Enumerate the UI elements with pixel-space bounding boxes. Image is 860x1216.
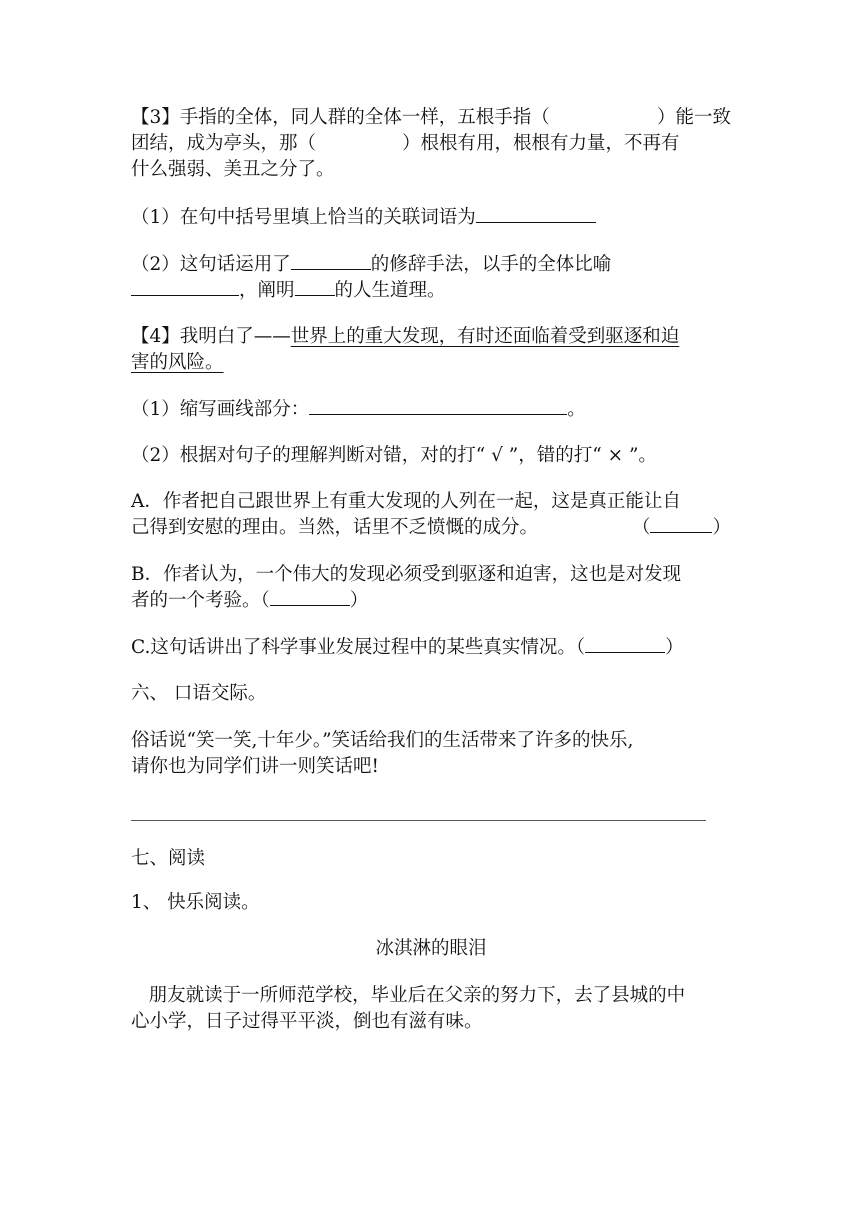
- q4-line-1: [131, 325, 731, 349]
- q3-sub-2-cont: [131, 279, 731, 303]
- reading-paragraph-line-2: 心小学，日子过得平平淡，倒也有滋有味。: [131, 1011, 483, 1032]
- q3-text-2b: ）根根有用，根根有力量，不再有: [402, 133, 680, 154]
- section-6-heading: 六、 口语交际。: [131, 683, 267, 704]
- q4-option-c: [131, 636, 731, 660]
- q3-sub-2-text-c: ，阐明: [239, 280, 295, 301]
- q4-option-a-line-1: A．作者把自己跟世界上有重大发现的人列在一起，这是真正能让自: [131, 491, 681, 512]
- section-6-text-2: 请你也为同学们讲一则笑话吧!: [131, 756, 379, 777]
- q4-option-b-answer[interactable]: [270, 589, 350, 606]
- q4-sub-1-end: 。: [567, 399, 586, 420]
- section-7-subheading: 1、 快乐阅读。: [131, 892, 260, 913]
- q4-sub-1-text: （1）缩写画线部分：: [131, 399, 310, 420]
- q3-sub-2-text-b: 的修辞手法，以手的全体比喻: [370, 254, 612, 275]
- q3-sub-2-text-a: （2）这句话运用了: [131, 254, 291, 275]
- q4-underlined-2: 害的风险。: [131, 352, 224, 373]
- q4-option-a-open: （: [631, 517, 651, 538]
- q3-line-3: 什么强弱、美丑之分了。: [131, 159, 335, 180]
- q3-sub-2-text-d: 的人生道理。: [334, 280, 446, 301]
- q4-option-c-text: C.这句话讲出了科学事业发展过程中的某些真实情况。（: [131, 637, 586, 658]
- q4-option-a-text: 己得到安慰的理由。当然，话里不乏愤慨的成分。: [131, 517, 539, 538]
- q3-sub-2-blank-3[interactable]: [295, 279, 335, 296]
- q3-text-1b: ）能一致: [656, 107, 731, 128]
- q4-option-b-line-2: [131, 589, 731, 613]
- q3-text-2a: 团结，成为亭头，那（: [131, 133, 317, 154]
- q4-option-b-text: 者的一个考验。（: [131, 590, 270, 611]
- q3-sub-1: [131, 206, 731, 230]
- q4-option-a-answer[interactable]: [650, 516, 712, 533]
- q3-text-1a: 【3】手指的全体，同人群的全体一样，五根手指（: [131, 107, 550, 128]
- section-6-text-1: 俗话说“笑一笑,十年少。”笑话给我们的生活带来了许多的快乐,: [131, 730, 634, 751]
- reading-title: 冰淇淋的眼泪: [375, 938, 487, 959]
- q4-line-2: [131, 351, 731, 375]
- section-7-heading: 七、阅读: [131, 848, 206, 869]
- q4-sub-2: （2）根据对句子的理解判断对错，对的打“ √ ”，错的打“ × ”。: [131, 445, 657, 466]
- q4-sub-1-blank[interactable]: [309, 398, 567, 415]
- q4-option-a-line-2: [131, 516, 731, 540]
- q3-sub-2-blank-2[interactable]: [131, 279, 239, 296]
- reading-paragraph-line-1: 朋友就读于一所师范学校，毕业后在父亲的努力下，去了县城的中: [131, 985, 686, 1006]
- q4-option-b-line-1: B．作者认为，一个伟大的发现必须受到驱逐和迫害，这也是对发现: [131, 564, 682, 585]
- q3-sub-2: [131, 253, 731, 277]
- q4-option-c-close: ）: [665, 637, 684, 658]
- q4-prefix: 【4】我明白了——: [131, 326, 291, 347]
- q3-line-2: [131, 132, 731, 156]
- q4-option-a-close: ）: [712, 517, 731, 538]
- q3-sub-2-blank-1[interactable]: [291, 253, 371, 270]
- q4-option-b-close: ）: [349, 590, 369, 611]
- answer-line[interactable]: [131, 820, 706, 821]
- q4-underlined-1: 世界上的重大发现，有时还面临着受到驱逐和迫: [290, 326, 680, 347]
- q3-sub-1-text: （1）在句中括号里填上恰当的关联词语为: [131, 207, 476, 228]
- q3-line-1: [131, 106, 731, 130]
- q3-sub-1-blank[interactable]: [476, 206, 596, 223]
- q4-sub-1: [131, 398, 731, 422]
- q4-option-c-answer[interactable]: [585, 636, 665, 653]
